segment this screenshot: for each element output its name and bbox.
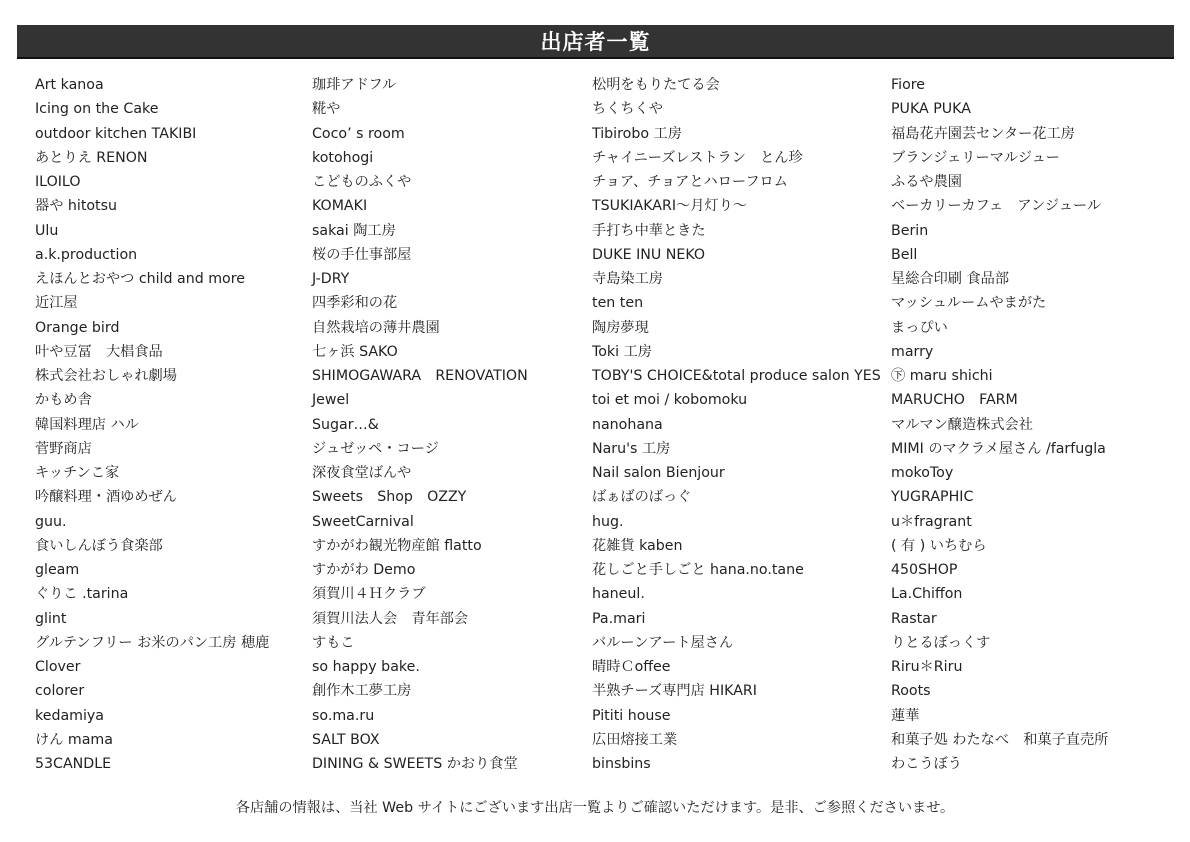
vendor-name: 食いしんぼう食楽部 — [35, 537, 163, 554]
vendor-name: Jewel — [312, 392, 350, 409]
vendor-name: 菅野商店 — [35, 440, 92, 457]
vendor-name: Sugar…& — [312, 416, 379, 433]
vendor-name: すかがわ Demo — [312, 562, 416, 578]
footer-note: 各店舗の情報は、当社 Web サイトにございます出店一覧よりご確認いただけます。是非、ご参照くださいませ。 — [235, 800, 955, 816]
vendor-name: so happy bake. — [312, 659, 420, 675]
vendor-name: Bell — [891, 246, 918, 263]
vendor-name: Naru's 工房 — [592, 440, 671, 457]
vendor-name: ちくちくや — [592, 101, 663, 118]
vendor-name: 糀や — [312, 101, 341, 118]
vendor-name: 蓮華 — [891, 707, 920, 724]
vendor-name: 手打ち中華ときた — [592, 222, 706, 239]
vendor-name: binsbins — [592, 756, 651, 772]
vendor-name: Sweets Shop OZZY — [312, 489, 467, 506]
vendor-name: チョア、チョアとハローフロム — [592, 174, 788, 190]
vendor-name: MIMI のマクラメ屋さん /farfugla — [891, 440, 1106, 457]
vendor-name: TOBY'S CHOICE&total produce salon YES — [592, 368, 881, 384]
vendor-name: Tibirobo 工房 — [592, 125, 682, 142]
vendor-name: 七ヶ浜 SAKO — [312, 343, 398, 360]
vendor-name: nanohana — [592, 416, 663, 433]
vendor-name: colorer — [35, 683, 85, 700]
vendor-name: マルマン醸造株式会社 — [891, 416, 1033, 433]
vendor-name: 福島花卉園芸センター花工房 — [891, 125, 1075, 142]
vendor-name: gleam — [35, 562, 80, 578]
vendor-name: Riru＊Riru — [891, 659, 963, 675]
vendor-name: 桜の手仕事部屋 — [312, 246, 412, 263]
vendor-name: guu. — [35, 513, 67, 530]
vendor-name: 晴時Ｃoffee — [592, 659, 671, 675]
vendor-name: 株式会社おしゃれ劇場 — [35, 368, 177, 384]
vendor-name: ぐりこ .tarina — [35, 586, 129, 603]
vendor-name: KOMAKI — [312, 198, 368, 215]
vendor-name: Clover — [35, 659, 81, 675]
vendor-name: Coco’ s room — [312, 125, 405, 142]
vendor-name: YUGRAPHIC — [891, 489, 974, 506]
vendor-name: ( 有 ) いちむら — [891, 537, 987, 554]
vendor-name: 花しごと手しごと hana.no.tane — [592, 562, 804, 578]
vendor-name: 53CANDLE — [35, 756, 112, 772]
vendor-name: すもこ — [312, 634, 355, 651]
vendor-name: えほんとおやつ child and more — [35, 271, 245, 287]
vendor-name: ㊦ maru shichi — [891, 368, 993, 384]
vendor-name: sakai 陶工房 — [312, 222, 396, 239]
vendor-name: DINING & SWEETS かおり食堂 — [312, 756, 518, 772]
vendor-column-1 — [35, 73, 269, 776]
vendor-name: Toki 工房 — [592, 343, 652, 360]
vendor-name: a.k.production — [35, 246, 138, 263]
vendor-column-3 — [592, 73, 881, 776]
vendor-name: 松明をもりたてる会 — [592, 77, 720, 93]
vendor-name: 珈琲アドフル — [312, 77, 397, 93]
vendor-name: 須賀川法人会 青年部会 — [312, 610, 469, 627]
vendor-name: TSUKIAKARI〜月灯り〜 — [592, 198, 747, 215]
vendor-name: 広田熔接工業 — [592, 731, 678, 748]
vendor-name: glint — [35, 610, 67, 627]
vendor-name: so.ma.ru — [312, 707, 375, 724]
vendor-column-4 — [891, 73, 1108, 776]
vendor-name: Rastar — [891, 610, 937, 627]
vendor-name: haneul. — [592, 586, 645, 603]
vendor-name: mokoToy — [891, 465, 954, 481]
vendor-name: 四季彩和の花 — [312, 295, 398, 312]
vendor-name: Pa.mari — [592, 610, 646, 627]
vendor-name: チャイニーズレストラン とん珍 — [592, 149, 803, 166]
vendor-name: kotohogi — [312, 149, 374, 166]
page-title: 出店者一覧 — [540, 30, 651, 54]
vendor-name: 韓国料理店 ハル — [35, 416, 139, 433]
vendor-name: u＊fragrant — [891, 513, 972, 530]
vendor-name: すかがわ観光物産館 flatto — [312, 537, 482, 554]
vendor-name: Art kanoa — [35, 77, 104, 93]
vendor-name: Ulu — [35, 222, 59, 239]
vendor-name: 近江屋 — [35, 295, 78, 312]
vendor-name: 和菓子処 わたなべ 和菓子直売所 — [891, 731, 1109, 748]
vendor-name: marry — [891, 343, 934, 360]
vendor-name: Berin — [891, 222, 929, 239]
vendor-name: ベーカリーカフェ アンジュール — [891, 198, 1102, 215]
vendor-name: Icing on the Cake — [35, 101, 159, 118]
vendor-name: J-DRY — [312, 271, 350, 287]
vendor-name: ふるや農園 — [891, 174, 962, 190]
vendor-name: toi et moi / kobomoku — [592, 392, 748, 409]
vendor-name: outdoor kitchen TAKIBI — [35, 125, 197, 142]
vendor-name: 花雑貨 kaben — [592, 537, 683, 554]
vendor-name: 星総合印刷 食品部 — [891, 271, 1010, 287]
vendor-name: 寺島染工房 — [592, 271, 663, 287]
vendor-name: マッシュルームやまがた — [891, 295, 1047, 312]
vendor-name: kedamiya — [35, 707, 104, 724]
vendor-name: りとるぼっくす — [891, 634, 991, 651]
vendor-name: 半熟チーズ専門店 HIKARI — [592, 683, 757, 700]
vendor-name: わこうぼう — [891, 756, 962, 772]
vendor-name: 陶房夢現 — [592, 319, 649, 336]
title-banner — [17, 25, 1174, 59]
vendor-name: ブランジェリーマルジュー — [891, 149, 1060, 166]
vendor-name: Fiore — [891, 77, 925, 93]
vendor-name: バルーンアート屋さん — [592, 634, 734, 651]
vendor-name: あとりえ RENON — [35, 149, 148, 166]
vendor-name: 叶や豆冨 大椙食品 — [35, 343, 163, 360]
vendor-name: Orange bird — [35, 319, 120, 336]
vendor-name: MARUCHO FARM — [891, 392, 1018, 409]
vendor-name: Nail salon Bienjour — [592, 465, 725, 481]
vendor-name: hug. — [592, 513, 624, 530]
vendor-name: ten ten — [592, 295, 644, 312]
vendor-name: Pititi house — [592, 707, 671, 724]
vendor-name: DUKE INU NEKO — [592, 246, 706, 263]
vendor-name: ジュゼッペ・コージ — [312, 440, 439, 457]
vendor-name: SHIMOGAWARA RENOVATION — [312, 368, 528, 384]
vendor-name: SweetCarnival — [312, 513, 414, 530]
vendor-name: 須賀川４Ｈクラブ — [312, 586, 426, 603]
vendor-name: 創作木工夢工房 — [312, 683, 412, 700]
vendor-name: 器や hitotsu — [35, 198, 118, 215]
vendor-name: キッチンこ家 — [35, 465, 120, 481]
vendor-name: 深夜食堂ばんや — [312, 465, 412, 481]
vendor-name: PUKA PUKA — [891, 101, 971, 118]
vendor-name: グルテンフリー お米のパン工房 穂鹿 — [35, 634, 270, 651]
vendor-name: かもめ舎 — [35, 392, 92, 409]
vendor-name: ILOILO — [35, 174, 81, 190]
vendor-name: La.Chiffon — [891, 586, 963, 603]
vendor-column-2 — [312, 73, 528, 776]
vendor-name: ばぁばのばっぐ — [592, 489, 692, 506]
vendor-name: 吟醸料理・酒ゆめぜん — [35, 489, 177, 506]
vendor-name: 自然栽培の薄井農園 — [312, 319, 440, 336]
vendor-name: SALT BOX — [312, 731, 380, 748]
vendor-name: まっぴい — [891, 319, 948, 336]
vendor-name: 450SHOP — [891, 562, 958, 578]
vendor-name: こどものふくや — [312, 174, 412, 190]
vendor-name: けん mama — [35, 731, 113, 748]
vendor-name: Roots — [891, 683, 931, 700]
